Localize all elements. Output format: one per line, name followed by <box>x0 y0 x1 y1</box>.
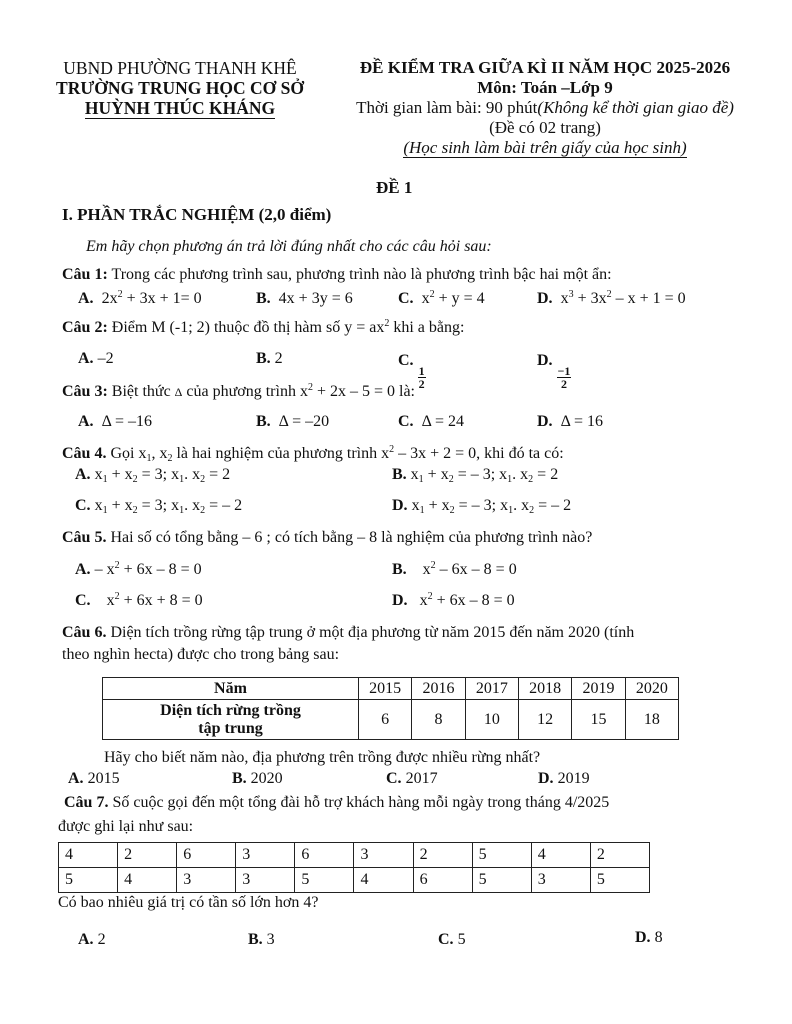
option-text: 2 <box>274 350 283 367</box>
question-7-prompt: Có bao nhiêu giá trị có tần số lớn hơn 4? <box>58 894 319 911</box>
question-5 <box>62 529 592 547</box>
q2-option-d[interactable] <box>537 352 571 390</box>
table-cell: 5 <box>472 868 531 893</box>
table-cell-value: 10 <box>465 700 518 740</box>
question-text: Trong các phương trình sau, phương trình nào là phương trình bậc hai một ẩn: <box>111 266 612 283</box>
table-header-year: Năm <box>103 678 359 700</box>
option-key: C. <box>398 290 414 307</box>
option-key: A. <box>78 413 94 430</box>
q7-option-b[interactable] <box>248 931 275 949</box>
option-key: D. <box>537 413 553 430</box>
option-text: Δ = –16 <box>101 413 152 430</box>
school-name <box>30 98 330 118</box>
question-7 <box>64 794 609 812</box>
option-key: B. <box>256 350 271 367</box>
q4-option-c[interactable]: C. $x_1 + x_2 = 3$; $x_1$. $x_2$ = – 2 <box>75 497 243 516</box>
table-cell-value: 8 <box>412 700 465 740</box>
table-cell: 2 <box>590 843 649 868</box>
option-key: C. <box>398 352 414 369</box>
table-header-line: Diện tích rừng trồng <box>160 701 301 719</box>
option-text: 3 <box>266 931 275 948</box>
fraction: $\frac{1}{2}$ <box>418 364 425 391</box>
option-text: 5 <box>457 931 466 948</box>
q7-option-c[interactable] <box>438 931 466 949</box>
table-cell: 3 <box>236 868 295 893</box>
q3-option-d[interactable] <box>537 413 603 431</box>
school-header <box>30 58 330 118</box>
exam-header <box>320 58 770 158</box>
question-2: Câu 2: Điểm M (-1; 2) thuộc đồ thị hàm số $y = ax^2$ khi a bằng: <box>62 318 465 336</box>
exam-subject: Môn: Toán –Lớp 9 <box>477 78 613 97</box>
q4-option-d[interactable]: D. $x_1 + x_2$ = – 3; $x_1$. $x_2$ = – 2 <box>392 497 572 516</box>
table-row <box>59 843 650 868</box>
question-label: Câu 3: <box>62 383 108 400</box>
table-row <box>103 678 679 700</box>
option-key: A. <box>68 770 84 787</box>
option-text: Δ = 16 <box>560 413 603 430</box>
q6-option-a[interactable] <box>68 770 120 788</box>
exam-title: ĐỀ KIỂM TRA GIỮA KÌ II NĂM HỌC 2025-2026 <box>359 58 731 77</box>
table-cell-year: 2017 <box>465 678 518 700</box>
question-6-cont: theo nghìn hecta) được cho trong bảng sau: <box>62 646 340 663</box>
exam-time-prefix: Thời gian làm bài: 90 phút <box>356 98 538 117</box>
option-key: A. <box>75 466 91 483</box>
table-header-area <box>103 700 359 740</box>
table-cell: 6 <box>177 843 236 868</box>
question-1 <box>62 266 612 284</box>
option-key: D. <box>537 352 553 369</box>
exam-time <box>320 98 770 118</box>
table-cell: 6 <box>413 868 472 893</box>
call-count-table <box>58 842 650 893</box>
option-key: B. <box>232 770 247 787</box>
question-6 <box>62 624 634 642</box>
exam-instruction <box>320 138 770 158</box>
table-header-line: tập trung <box>198 719 263 737</box>
question-text: Số cuộc gọi đến một tổng đài hỗ trợ khách hàng mỗi ngày trong tháng 4/2025 <box>112 794 610 811</box>
exam-instruction-text: (Học sinh làm bài trên giấy của học sinh) <box>403 138 687 157</box>
table-cell: 5 <box>472 843 531 868</box>
option-text: 4x + 3y = 6 <box>278 290 353 307</box>
option-key: A. <box>78 290 94 307</box>
table-cell-value: 18 <box>625 700 678 740</box>
forest-area-table <box>102 677 679 740</box>
option-key: B. <box>392 561 407 578</box>
q7-option-d[interactable] <box>635 929 663 947</box>
q2-option-a[interactable] <box>78 350 114 368</box>
q5-option-c[interactable]: C. $x^2 + 6x + 8 = 0$ <box>75 591 203 609</box>
option-key: D. <box>635 929 651 946</box>
option-text: 8 <box>654 929 663 946</box>
exam-code: ĐỀ 1 <box>376 178 413 197</box>
table-cell-year: 2020 <box>625 678 678 700</box>
question-label: Câu 2: <box>62 319 108 336</box>
q1-option-d[interactable]: D. $x^3 + 3x^2 - x + 1 = 0$ <box>537 289 686 307</box>
q5-option-a[interactable]: A. – $x^2 + 6x - 8 = 0$ <box>75 560 202 578</box>
section-title: I. PHẦN TRẮC NGHIỆM (2,0 điểm) <box>62 205 332 224</box>
table-cell: 3 <box>236 843 295 868</box>
q5-option-d[interactable]: D. $x^2 + 6x - 8 = 0$ <box>392 591 515 609</box>
table-cell: 4 <box>531 843 590 868</box>
table-cell: 2 <box>118 843 177 868</box>
option-text: –2 <box>97 350 114 367</box>
district-name: UBND PHƯỜNG THANH KHÊ <box>63 58 297 78</box>
exam-pages: (Đề có 02 trang) <box>489 118 601 137</box>
table-cell: 4 <box>59 843 118 868</box>
q3-option-b[interactable] <box>256 413 329 431</box>
q7-option-a[interactable] <box>78 931 106 949</box>
section-instruction: Em hãy chọn phương án trả lời đúng nhất cho các câu hỏi sau: <box>86 238 492 255</box>
option-key: C. <box>398 413 414 430</box>
table-cell: 3 <box>177 868 236 893</box>
table-cell-value: 6 <box>359 700 412 740</box>
q3-option-a[interactable] <box>78 413 152 431</box>
q1-option-a[interactable]: A. $2x^2 + 3x + 1= 0$ <box>78 289 202 307</box>
option-key: C. <box>438 931 454 948</box>
school-type: TRƯỜNG TRUNG HỌC CƠ SỞ <box>56 78 304 98</box>
table-cell-value: 15 <box>572 700 625 740</box>
option-key: D. <box>392 592 408 609</box>
option-text: Δ = 24 <box>421 413 464 430</box>
table-cell-value: 12 <box>518 700 571 740</box>
table-cell: 3 <box>354 843 413 868</box>
q1-option-b[interactable] <box>256 290 353 308</box>
table-cell-year: 2019 <box>572 678 625 700</box>
q4-option-b[interactable]: B. $x_1 + x_2$ = – 3; $x_1$. $x_2 = 2$ <box>392 466 559 485</box>
table-row <box>103 700 679 740</box>
option-key: A. <box>75 561 91 578</box>
q1-option-c[interactable]: C. $x^2 + y = 4$ <box>398 289 485 307</box>
question-7-cont: được ghi lại như sau: <box>58 818 194 835</box>
table-cell: 5 <box>295 868 354 893</box>
option-key: B. <box>248 931 263 948</box>
question-label: Câu 6. <box>62 624 107 641</box>
q6-option-c[interactable] <box>386 770 438 788</box>
fraction: $\frac{-1}{2}$ <box>557 364 571 391</box>
table-cell-year: 2018 <box>518 678 571 700</box>
option-text: 2019 <box>557 770 590 787</box>
question-label: Câu 7. <box>64 794 109 811</box>
q5-option-b[interactable]: B. $x^2 - 6x - 8 = 0$ <box>392 560 517 578</box>
school-name-text: HUỲNH THÚC KHÁNG <box>84 98 276 118</box>
question-4: Câu 4. Gọi $x_1$, $x_2$ là hai nghiệm của phương trình $x^2 - 3x + 2 = 0$, khi đó ta có: <box>62 444 564 464</box>
question-text: Hai số có tổng bằng – 6 ; có tích bằng – 8 là nghiệm của phương trình nào? <box>110 529 593 546</box>
table-cell: 2 <box>413 843 472 868</box>
option-text: Δ = –20 <box>278 413 330 430</box>
table-cell: 5 <box>590 868 649 893</box>
table-cell: 4 <box>118 868 177 893</box>
q2-option-b[interactable] <box>256 350 283 368</box>
option-key: A. <box>78 931 94 948</box>
question-3: Câu 3: Biệt thức Δ của phương trình $x^2 + 2x - 5 = 0$ là: <box>62 382 415 400</box>
table-cell-year: 2016 <box>412 678 465 700</box>
exam-time-note: (Không kể thời gian giao đề) <box>537 98 734 117</box>
table-cell: 3 <box>531 868 590 893</box>
q4-option-a[interactable]: A. $x_1 + x_2 = 3$; $x_1$. $x_2 = 2$ <box>75 466 231 485</box>
question-label: Câu 4. <box>62 445 107 462</box>
option-key: C. <box>75 497 91 514</box>
option-key: C. <box>75 592 91 609</box>
option-text: 2 <box>97 931 106 948</box>
q6-option-b[interactable] <box>232 770 283 788</box>
table-cell-year: 2015 <box>359 678 412 700</box>
option-key: D. <box>538 770 554 787</box>
question-label: Câu 5. <box>62 529 107 546</box>
table-cell: 4 <box>354 868 413 893</box>
option-key: D. <box>392 497 408 514</box>
option-key: C. <box>386 770 402 787</box>
table-cell: 6 <box>295 843 354 868</box>
option-text: 2017 <box>405 770 438 787</box>
q6-option-d[interactable] <box>538 770 590 788</box>
question-6-prompt: Hãy cho biết năm nào, địa phương trên trồng được nhiều rừng nhất? <box>104 749 541 766</box>
question-label: Câu 1: <box>62 266 108 283</box>
table-cell: 5 <box>59 868 118 893</box>
table-row <box>59 868 650 893</box>
option-text: 2020 <box>250 770 283 787</box>
question-text: Diện tích trồng rừng tập trung ở một địa phương từ năm 2015 đến năm 2020 (tính <box>110 624 635 641</box>
option-text: 2015 <box>87 770 120 787</box>
option-key: B. <box>256 413 271 430</box>
q3-option-c[interactable] <box>398 413 464 431</box>
option-key: D. <box>537 290 553 307</box>
option-key: B. <box>256 290 271 307</box>
option-key: B. <box>392 466 407 483</box>
option-key: A. <box>78 350 94 367</box>
